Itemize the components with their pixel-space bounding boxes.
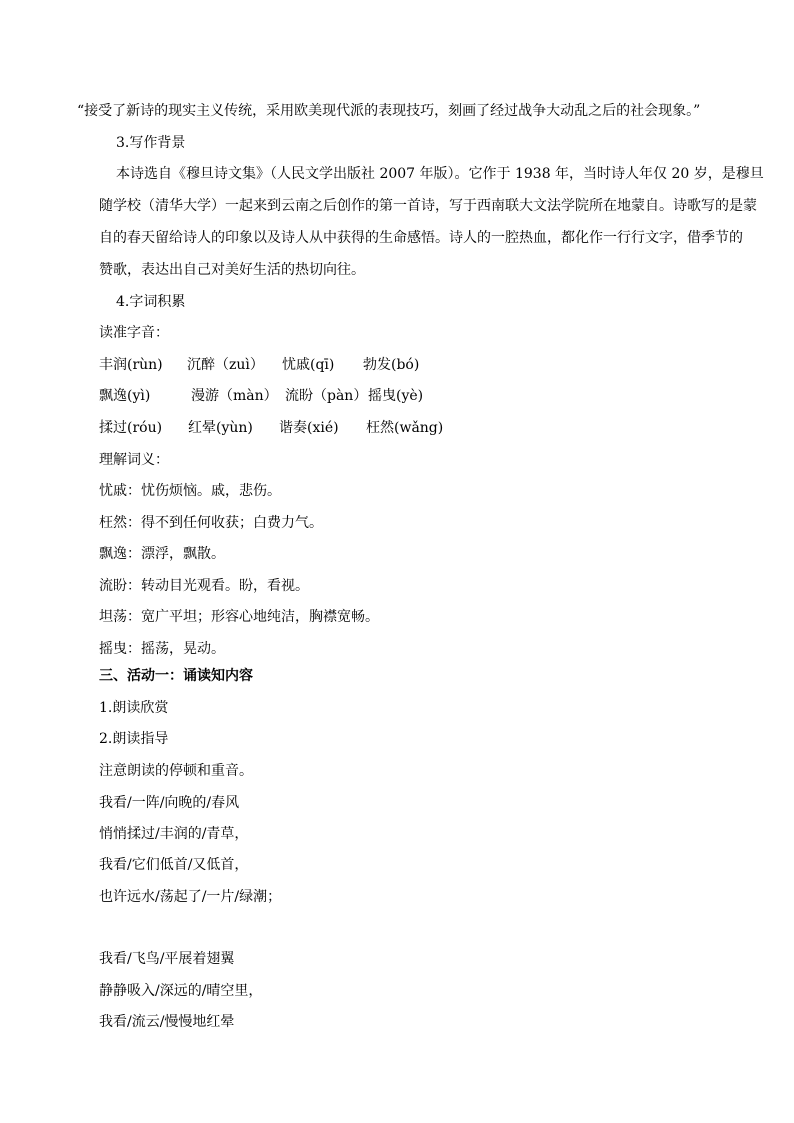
pronunciation-item: 沉醉（zuì） [187,357,264,373]
definition-line: 流盼：转动目光观看。盼，看视。 [99,578,309,594]
poem-line: 我看/流云/慢慢地红晕 [99,1014,235,1030]
definition-line: 忧戚：忧伤烦恼。戚，悲伤。 [99,483,281,499]
pronunciation-item: 流盼（pàn） [285,388,368,404]
paragraph-line: 随学校（清华大学）一起来到云南之后创作的第一首诗，写于西南联大文法学院所在地蒙自。诗歌写的是蒙 [99,198,757,214]
quote-line: “接受了新诗的现实主义传统，采用欧美现代派的表现技巧，刻画了经过战争大动乱之后的社会现象。” [77,103,701,119]
poem-line: 我看/一阵/向晚的/春风 [99,795,240,811]
subheading-pronunciation: 读准字音： [99,325,169,341]
poem-line: 静静吸入/深远的/晴空里， [99,983,263,999]
poem-line: 我看/它们低首/又低首， [99,857,249,873]
definition-line: 坦荡：宽广平坦；形容心地纯洁，胸襟宽畅。 [99,609,379,625]
section-heading-writing-background: 3.写作背景 [116,135,186,151]
definition-line: 枉然：得不到任何收获；白费力气。 [99,515,323,531]
subheading-word-meaning: 理解词义： [99,452,169,468]
step-heading: 1.朗读欣赏 [99,700,169,716]
paragraph-line: 赞歌，表达出自己对美好生活的热切向往。 [99,262,365,278]
section-heading-activity-one: 三、活动一：诵读知内容 [99,668,253,684]
definition-line: 飘逸：漂浮，飘散。 [99,546,225,562]
paragraph-line: 本诗选自《穆旦诗文集》（人民文学出版社 2007 年版）。它作于 1938 年，当时诗人年仅 20 岁，是穆旦 [116,166,764,182]
poem-line: 也许远水/荡起了/一片/绿潮； [99,889,282,905]
instruction-line: 注意朗读的停顿和重音。 [99,763,253,779]
pronunciation-item: 摇曳(yè) [368,388,424,404]
pronunciation-item: 揉过(róu) [99,420,163,436]
poem-line: 我看/飞鸟/平展着翅翼 [99,951,235,967]
pronunciation-row [99,386,423,406]
pronunciation-item: 漫游（màn） [191,388,278,404]
step-heading: 2.朗读指导 [99,731,169,747]
definition-line: 摇曳：摇荡，晃动。 [99,641,225,657]
pronunciation-item: 丰润(rùn) [99,357,163,373]
section-heading-vocabulary: 4.字词积累 [116,294,186,310]
pronunciation-row [99,355,419,375]
pronunciation-item: 红晕(yùn) [188,420,253,436]
pronunciation-item: 飘逸(yì) [99,388,151,404]
pronunciation-item: 忧戚(qī) [282,357,335,373]
pronunciation-row [99,418,443,438]
pronunciation-item: 谐奏(xié) [279,420,339,436]
poem-line: 悄悄揉过/丰润的/青草， [99,826,249,842]
pronunciation-item: 勃发(bó) [363,357,420,373]
pronunciation-item: 枉然(wǎng) [366,420,444,436]
paragraph-line: 自的春天留给诗人的印象以及诗人从中获得的生命感悟。诗人的一腔热血，都化作一行行文字，借季节的 [99,230,743,246]
